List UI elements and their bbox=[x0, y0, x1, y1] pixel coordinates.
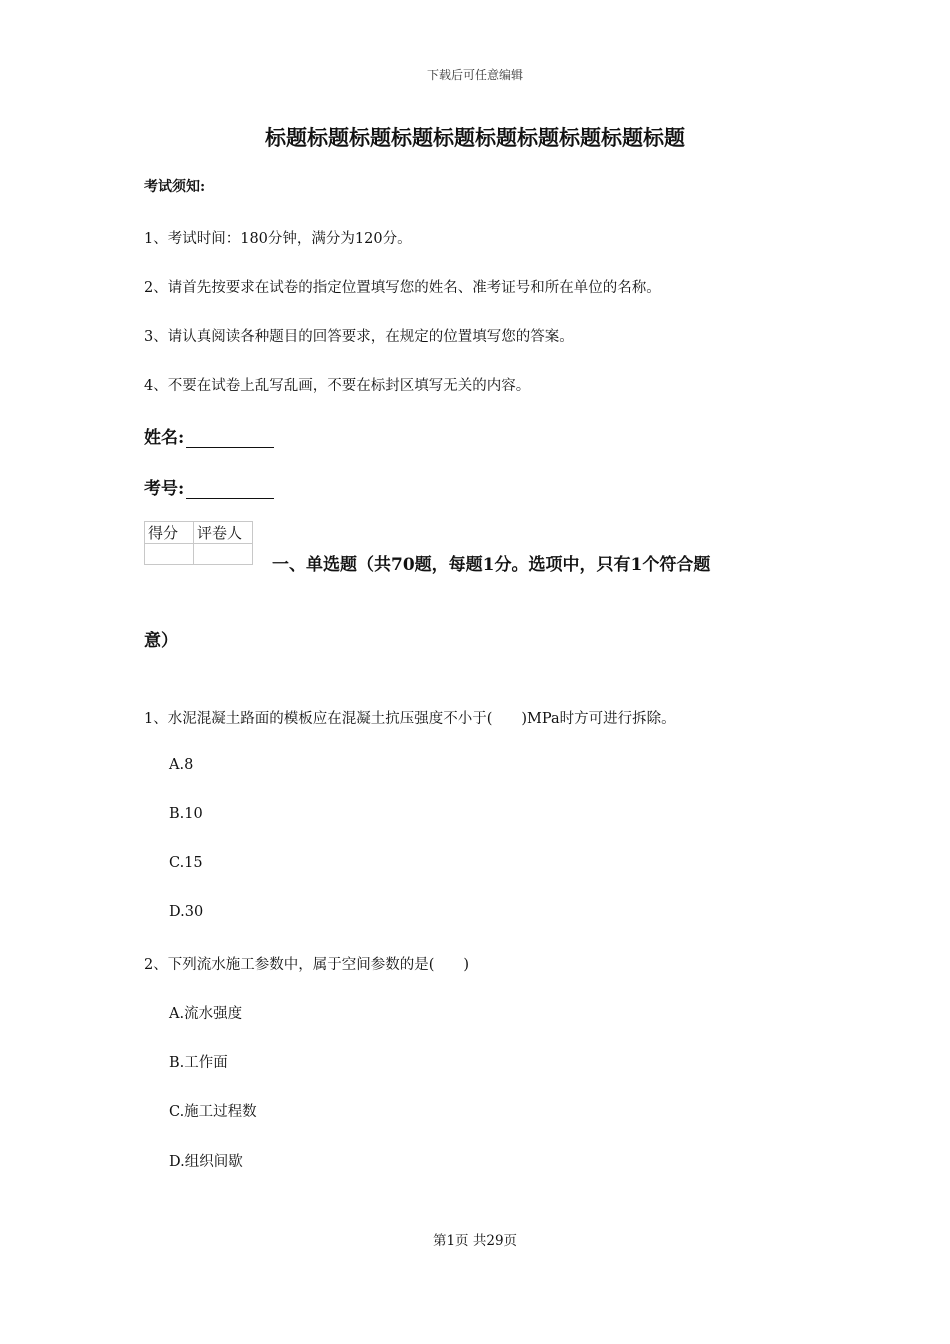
exam-id-field bbox=[144, 474, 274, 499]
page-number: 第1页 共29页 bbox=[432, 1233, 518, 1249]
question-1-option-d[interactable]: D.30 bbox=[169, 904, 204, 920]
notice-rule-4: 4、不要在试卷上乱写乱画，不要在标封区填写无关的内容。 bbox=[144, 378, 531, 394]
score-cell[interactable] bbox=[145, 544, 194, 565]
score-header: 得分 bbox=[145, 522, 194, 544]
question-2: 2、下列流水施工参数中，属于空间参数的是( ) bbox=[144, 957, 470, 973]
notice-rule-3: 3、请认真阅读各种题目的回答要求，在规定的位置填写您的答案。 bbox=[144, 329, 574, 345]
question-1-option-c[interactable]: C.15 bbox=[169, 855, 203, 871]
question-1-option-b[interactable]: B.10 bbox=[169, 806, 203, 822]
notice-rule-2: 2、请首先按要求在试卷的指定位置填写您的姓名、准考证号和所在单位的名称。 bbox=[144, 280, 661, 296]
name-label: 姓名: bbox=[144, 428, 185, 448]
question-1: 1、水泥混凝土路面的模板应在混凝土抗压强度不小于( )MPa时方可进行拆除。 bbox=[144, 711, 676, 727]
notice-rule-1: 1、考试时间：180分钟，满分为120分。 bbox=[144, 231, 412, 247]
question-2-option-d[interactable]: D.组织间歇 bbox=[169, 1154, 243, 1170]
exam-id-label: 考号: bbox=[144, 479, 185, 499]
question-2-option-a[interactable]: A.流水强度 bbox=[169, 1006, 243, 1022]
grader-cell[interactable] bbox=[194, 544, 253, 565]
question-2-option-c[interactable]: C.施工过程数 bbox=[169, 1104, 257, 1120]
score-table bbox=[144, 521, 253, 565]
grader-header: 评卷人 bbox=[194, 522, 253, 544]
notice-title: 考试须知: bbox=[144, 179, 206, 195]
exam-id-blank[interactable] bbox=[186, 480, 274, 499]
section-heading-continued: 意） bbox=[144, 631, 178, 651]
document-title: 标题标题标题标题标题标题标题标题标题标题 bbox=[265, 125, 685, 150]
name-field bbox=[144, 423, 274, 448]
question-2-option-b[interactable]: B.工作面 bbox=[169, 1055, 228, 1071]
name-blank[interactable] bbox=[186, 429, 274, 448]
section-heading: 一、单选题（共70题，每题1分。选项中，只有1个符合题 bbox=[272, 555, 711, 575]
question-1-option-a[interactable]: A.8 bbox=[169, 757, 194, 773]
header-note: 下载后可任意编辑 bbox=[426, 68, 523, 82]
